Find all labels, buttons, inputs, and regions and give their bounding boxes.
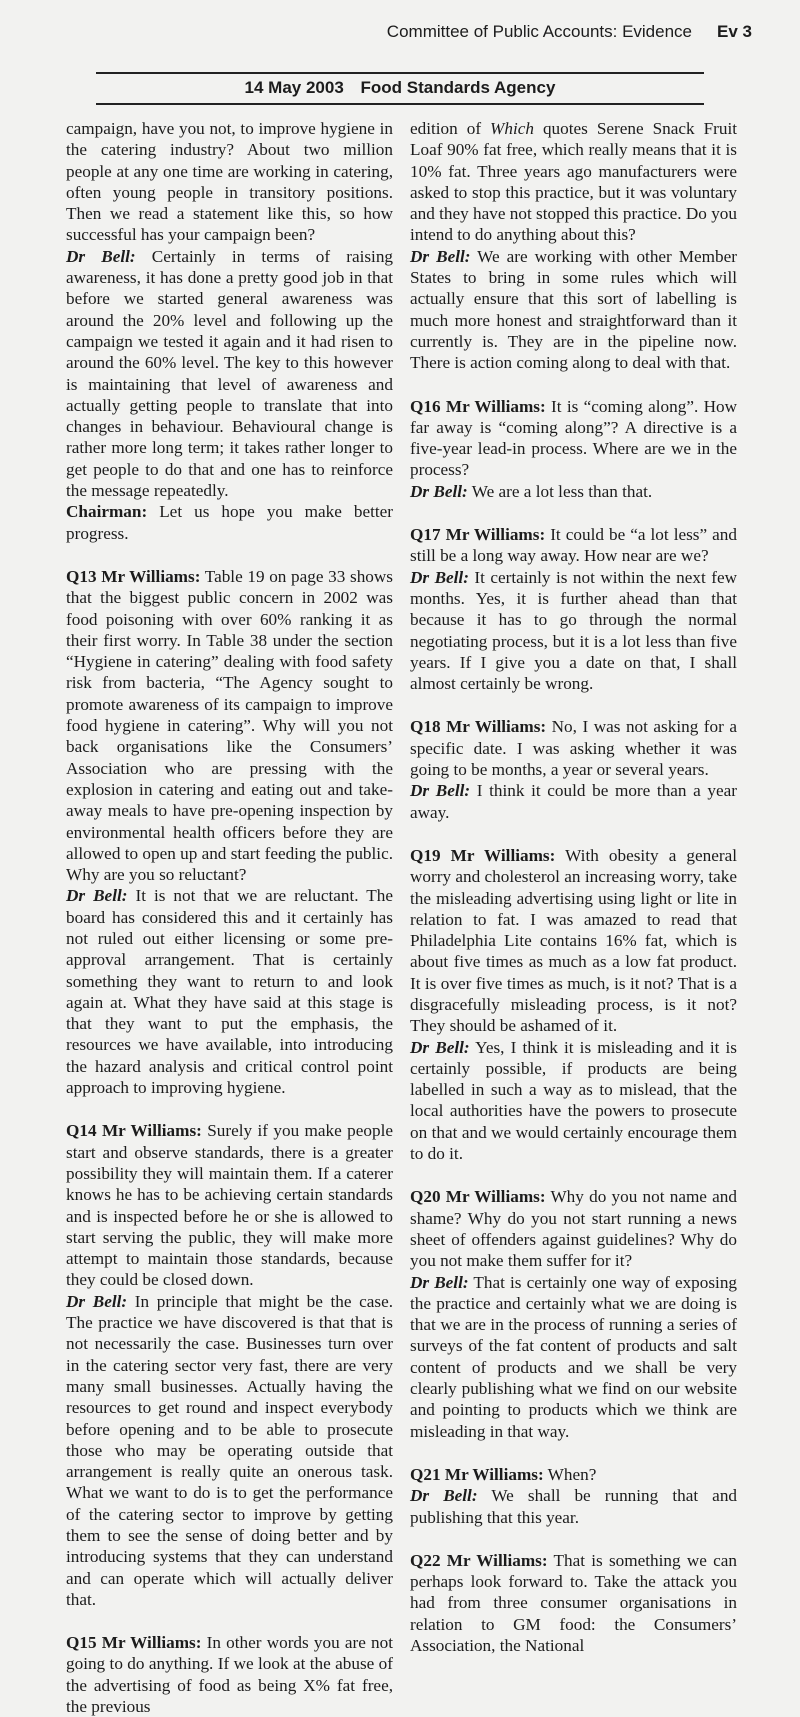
paragraph (410, 780, 737, 823)
paragraph-text: With obesity a general worry and cholesterol an increasing worry, take the misleading advertising using light or lite in relation to fat. I was amazed to read that Philadelphia Lite contains 16% fat, which is about five times as much as a low fat product. It is over five times as much, is it not? That is a disgracefully misleading process, is it not? They should be ashamed of it. (410, 845, 738, 1036)
paragraph (66, 1120, 393, 1290)
paragraph-text: No, I was not asking for a specific date. I was asking whether it was going to be months, a year or several years. (410, 717, 737, 780)
question-label: Q14 Mr Williams: (66, 1121, 202, 1141)
page-number: Ev 3 (717, 22, 752, 41)
paragraph (410, 1272, 737, 1442)
paragraph (410, 524, 737, 567)
speaker-label: Dr Bell: (410, 481, 468, 501)
paragraph (66, 246, 393, 502)
question-label: Q13 Mr Williams: (66, 566, 201, 586)
question-label: Q19 Mr Williams: (410, 845, 556, 865)
right-column (410, 118, 737, 1656)
paragraph-text: We are working with other Member States to bring in some rules which will actually ensure that this sort of labelling is much more honest and straightforward than it currently is. They are in the pipeline now. There is action coming along to deal with that. (410, 246, 737, 373)
paragraph (410, 567, 737, 695)
paragraph (410, 118, 737, 246)
paragraph-text: It certainly is not within the next few months. Yes, it is further ahead than that because it has to go through the normal negotiating process, but it is a lot less than five years. If I give you a date on that, I shall almost certainly be wrong. (410, 567, 738, 694)
session-subheading (0, 78, 800, 98)
paragraph-text: We are a lot less than that. (467, 481, 653, 501)
question-label: Q17 Mr Williams: (410, 525, 546, 545)
paragraph (66, 1632, 393, 1717)
question-label: Q22 Mr Williams: (410, 1550, 548, 1570)
header-rule-bottom (96, 103, 704, 105)
header-rule-top (96, 72, 704, 74)
paragraph (410, 396, 737, 481)
paragraph (66, 118, 393, 246)
question-label: Q15 Mr Williams: (66, 1633, 202, 1653)
speaker-label: Dr Bell: (66, 1291, 128, 1311)
speaker-label: Dr Bell: (410, 567, 469, 587)
speaker-label: Dr Bell: (410, 246, 471, 266)
speaker-label: Dr Bell: (410, 781, 471, 801)
paragraph (66, 501, 393, 544)
question-label: Chairman: (66, 502, 148, 522)
speaker-label: Dr Bell: (66, 886, 128, 906)
paragraph (410, 1550, 737, 1656)
question-label: Q20 Mr Williams: (410, 1187, 546, 1207)
paragraph (410, 1037, 737, 1165)
paragraph-text: We shall be running that and publishing that this year. (410, 1486, 738, 1527)
paragraph-text: campaign, have you not, to improve hygiene in the catering industry? About two million people at any one time are working in catering, often young people in transitory positions. Then we read a statement like this, so how successful has your campaign been? (66, 119, 393, 245)
paragraph-text: It could be “a lot less” and still be a long way away. How near are we? (410, 525, 737, 566)
paragraph-text: It is not that we are reluctant. The board has considered this and it certainly has not ruled out either licensing or some pre-approval arrangement. That is certainly something they want to return to and look again at. What they have said at this stage is that they want to put the emphasis, the resources we have available, into introducing the hazard analysis and critical control point approach to improving hygiene. (66, 886, 393, 1098)
speaker-label: Dr Bell: (410, 1037, 470, 1057)
paragraph-text: It is “coming along”. How far away is “coming along”? A directive is a five-year lead-in process. Where are we in the process? (410, 396, 737, 480)
paragraph (410, 1464, 737, 1485)
paragraph-text: Yes, I think it is misleading and it is certainly possible, if products are being labelled in such a way as to mislead, that the local authorities have the powers to prosecute on that and we would certainly encourage them to do it. (410, 1037, 737, 1164)
question-label: Q18 Mr Williams: (410, 717, 547, 737)
paragraph (410, 481, 737, 502)
paragraph-text-lead: edition of (410, 119, 491, 138)
paragraph (410, 246, 737, 374)
page-header (0, 22, 800, 44)
paragraph-text: Why do you not name and shame? Why do you not start running a news sheet of offenders against guidelines? Why do you not make them suffer for it? (410, 1187, 737, 1271)
paragraph-text: Table 19 on page 33 shows that the biggest public concern in 2002 was food poisoning with over 60% ranking it as their first worry. In Table 38 under the section “Hygiene in catering” dealing with food safety risk from bacteria, “The Agency sought to promote awareness of its campaign to improve food hygiene in catering”. Why will you not back organisations like the Consumers’ Association who are pressing with the explosion in catering and eating out and take-away meals to have pre-opening inspection by environmental health officers before they are allowed to open up and start feeding the public. Why are you so reluctant? (66, 566, 393, 885)
paragraph-text: In principle that might be the case. The practice we have discovered is that that is not necessarily the case. Businesses turn over in the catering sector very fast, there are very many small businesses. Actually having the resources to get round and inspect everybody before opening and to be able to prosecute those who may be operating outside that arrangement is really quite an onerous task. What we want to do is to get the performance of the catering sector to improve by getting them to see the sense of doing better and by introducing systems that they can understand and can operate which will actually deliver that. (66, 1291, 393, 1609)
paragraph (66, 566, 393, 885)
left-column (66, 118, 393, 1717)
speaker-label: Dr Bell: (410, 1486, 478, 1506)
speaker-label: Dr Bell: (66, 246, 136, 266)
running-head: Committee of Public Accounts: Evidence (386, 22, 692, 41)
question-label: Q21 Mr Williams: (410, 1464, 544, 1484)
paragraph-text: When? (543, 1464, 597, 1484)
witness-agency: Food Standards Agency (360, 78, 556, 97)
paragraph-text: quotes Serene Snack Fruit Loaf 90% fat free, which really means that it is 10% fat. Three years ago manufacturers were asked to stop this practice, but it was voluntary and they have not stopped this practice. Do you intend to do anything about this? (410, 119, 737, 245)
paragraph (66, 885, 393, 1098)
paragraph-text: Let us hope you make better progress. (66, 502, 393, 543)
paragraph-text: Certainly in terms of raising awareness, it has done a pretty good job in that before we started general awareness was around the 20% level and following up the campaign we tested it again and it had risen to around the 60% level. The key to this however is maintaining that level of awareness and actually getting people to translate that into changes in behaviour. Behavioural change is rather more long term; it takes rather longer to get people to do that and one has to reinforce the message repeatedly. (66, 246, 394, 501)
question-label: Q16 Mr Williams: (410, 396, 546, 416)
paragraph-text: That is something we can perhaps look forward to. Take the attack you had from three consumer organisations in relation to GM food: the Consumers’ Association, the National (410, 1550, 737, 1655)
paragraph (66, 1291, 393, 1610)
paragraph-text: In other words you are not going to do anything. If we look at the abuse of the advertising of food as being X% fat free, the previous (66, 1633, 394, 1717)
publication-title: Which (490, 119, 534, 138)
paragraph (410, 1485, 737, 1528)
paragraph-text: Surely if you make people start and observe standards, there is a greater possibility they will maintain them. If a caterer knows he has to be achieving certain standards and is inspected before he or she is allowed to start serving the public, they will make more attempt to maintain those standards, because they could be closed down. (66, 1121, 393, 1290)
paragraph (410, 845, 737, 1037)
paragraph-text: That is certainly one way of exposing the practice and certainly what we are doing is that we are in the process of running a series of surveys of the fat content of products and salt content of products and we shall be very clearly publishing what we find on our website and pointing to products which we think are misleading in that way. (410, 1272, 738, 1441)
paragraph-text: I think it could be more than a year away. (410, 781, 737, 822)
paragraph (410, 716, 737, 780)
paragraph (410, 1186, 737, 1271)
speaker-label: Dr Bell: (410, 1272, 469, 1292)
session-date: 14 May 2003 (244, 78, 344, 97)
